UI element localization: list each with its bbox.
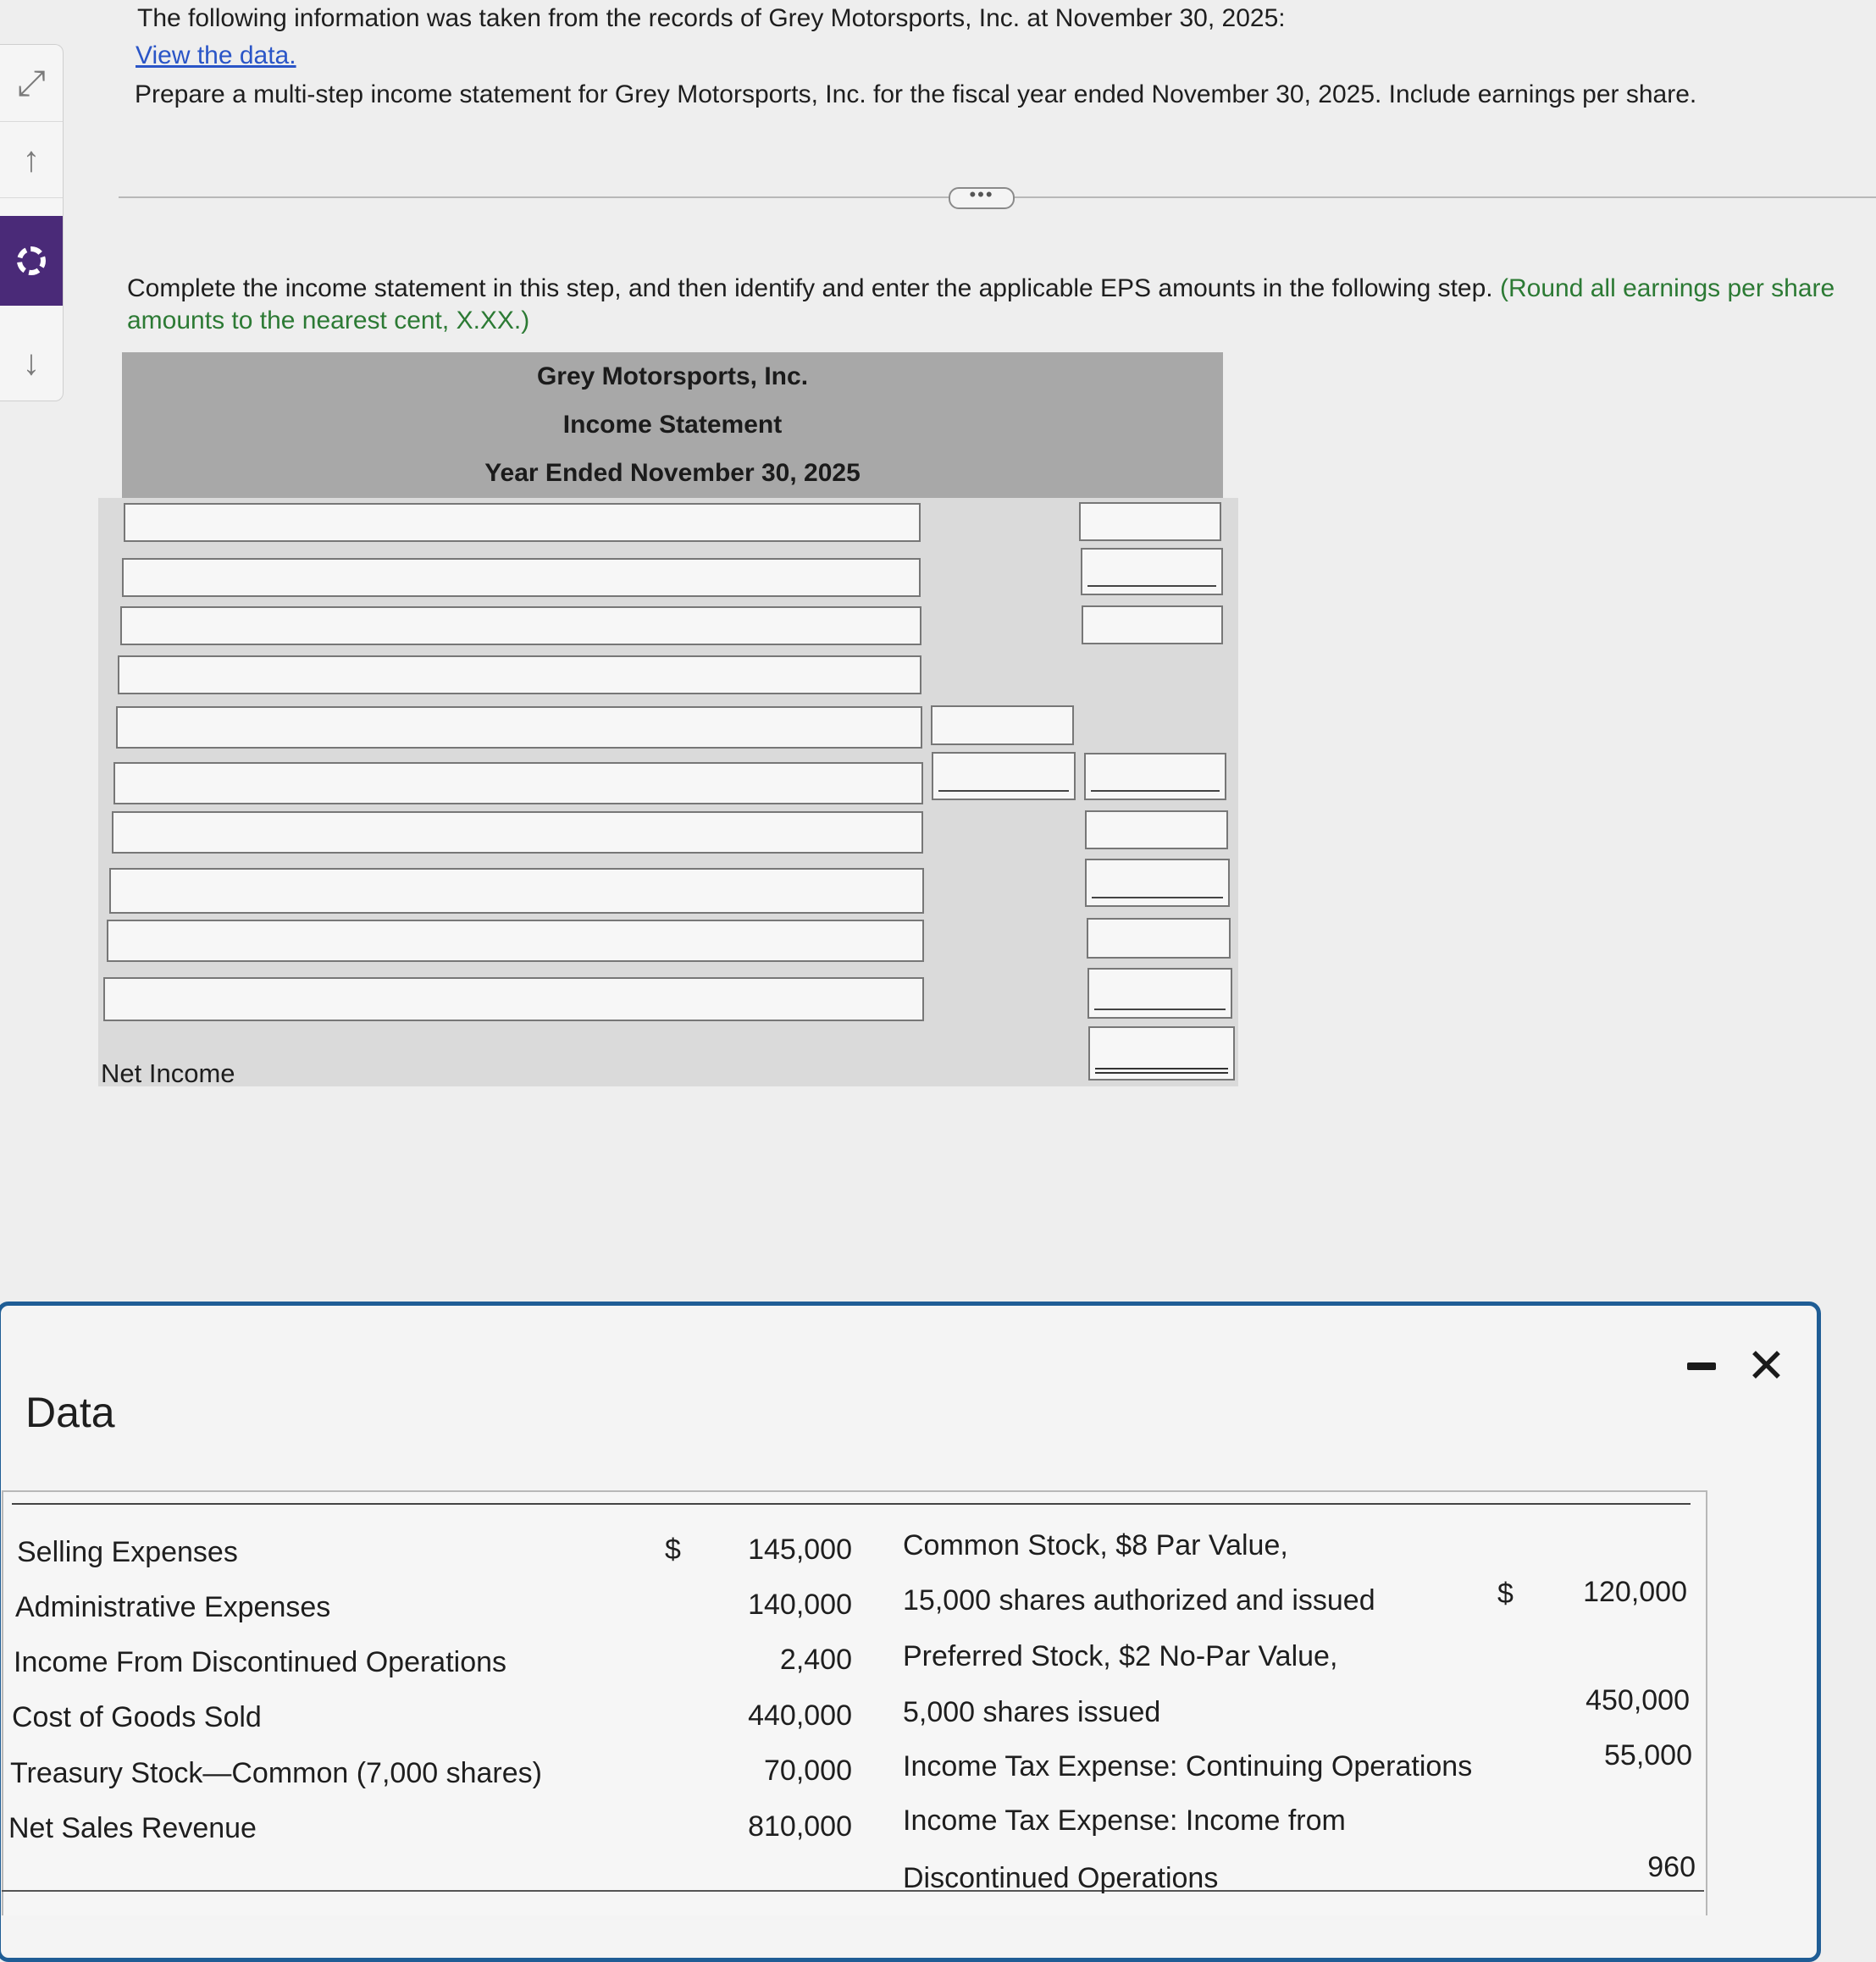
currency-symbol: $ [665, 1534, 681, 1566]
data-amount: 450,000 [1585, 1684, 1690, 1716]
data-label: 5,000 shares issued [903, 1696, 1161, 1728]
line-label-input[interactable] [109, 868, 924, 914]
data-label: Income Tax Expense: Continuing Operations [903, 1750, 1473, 1782]
statement-header [122, 352, 1223, 498]
arrow-up-icon[interactable]: ↑ [0, 121, 63, 198]
data-amount: 55,000 [1604, 1739, 1692, 1771]
tool-rail [0, 44, 64, 401]
expand-ellipsis-button[interactable]: ••• [949, 187, 1015, 209]
question-prompt: Prepare a multi-step income statement for Grey Motorsports, Inc. for the fiscal year ended November 30, 2025. Include earnings per share. [135, 80, 1697, 108]
data-amount: 145,000 [748, 1534, 852, 1566]
data-label: Preferred Stock, $2 No-Par Value, [903, 1640, 1338, 1672]
amount-input[interactable] [1087, 968, 1232, 1019]
amount-input[interactable] [931, 705, 1074, 745]
amount-input[interactable] [1085, 859, 1230, 907]
amount-input[interactable] [932, 752, 1076, 800]
table-top-rule [12, 1503, 1691, 1505]
line-label-input[interactable] [116, 706, 922, 749]
data-amount: 140,000 [748, 1589, 852, 1621]
data-label: Discontinued Operations [903, 1862, 1219, 1894]
line-label-input[interactable] [103, 977, 924, 1021]
instruction-text [127, 273, 1855, 337]
statement-title: Income Statement [562, 411, 783, 439]
line-label-input[interactable] [107, 920, 924, 962]
data-label: Income Tax Expense: Income from [903, 1804, 1346, 1837]
instruction-hint: (Round all earnings per share amounts to the nearest cent, X.XX.) [127, 274, 1835, 334]
data-label: Common Stock, $8 Par Value, [903, 1529, 1288, 1561]
line-label-input[interactable] [124, 503, 921, 542]
minimize-icon[interactable] [1687, 1362, 1716, 1370]
line-label-input[interactable] [113, 762, 923, 804]
data-amount: 2,400 [779, 1644, 852, 1676]
popup-title: Data [25, 1389, 115, 1436]
data-label: Selling Expenses [17, 1536, 238, 1568]
data-label: Net Sales Revenue [8, 1812, 257, 1844]
data-amount: 960 [1647, 1851, 1696, 1883]
amount-input[interactable] [1085, 810, 1228, 849]
data-amount: 70,000 [764, 1755, 852, 1787]
expand-arrows-icon[interactable]: ⤢ [0, 45, 63, 122]
question-intro: The following information was taken from the records of Grey Motorsports, Inc. at November 30, 2025: [137, 4, 1286, 32]
line-label-input[interactable] [122, 558, 921, 597]
net-income-input[interactable] [1088, 1026, 1235, 1080]
data-amount: 120,000 [1583, 1576, 1687, 1608]
amount-input[interactable] [1084, 753, 1226, 800]
data-label: Cost of Goods Sold [12, 1701, 262, 1733]
view-data-link[interactable]: View the data. [136, 41, 296, 69]
amount-input[interactable] [1082, 605, 1223, 644]
amount-input[interactable] [1079, 502, 1221, 541]
data-label: 15,000 shares authorized and issued [903, 1584, 1375, 1617]
line-label-input[interactable] [118, 655, 921, 694]
data-label: Income From Discontinued Operations [14, 1646, 507, 1678]
table-bottom-rule [2, 1890, 1704, 1892]
loading-circle-icon[interactable] [0, 216, 63, 306]
net-income-label: Net Income [101, 1058, 235, 1088]
amount-input[interactable] [1087, 918, 1231, 959]
amount-input[interactable] [1081, 548, 1223, 595]
statement-period: Year Ended November 30, 2025 [484, 459, 861, 487]
data-label: Treasury Stock—Common (7,000 shares) [10, 1757, 542, 1789]
statement-company: Grey Motorsports, Inc. [536, 362, 809, 390]
line-label-input[interactable] [112, 811, 923, 854]
close-icon[interactable]: ✕ [1746, 1339, 1786, 1392]
data-amount: 810,000 [748, 1810, 852, 1843]
currency-symbol: $ [1497, 1578, 1514, 1610]
arrow-down-icon[interactable]: ↓ [22, 342, 41, 382]
line-label-input[interactable] [120, 606, 921, 645]
data-amount: 440,000 [748, 1699, 852, 1732]
instruction-main: Complete the income statement in this step, and then identify and enter the applicable EPS amounts in the following step. [127, 274, 1493, 302]
data-label: Administrative Expenses [15, 1591, 331, 1623]
